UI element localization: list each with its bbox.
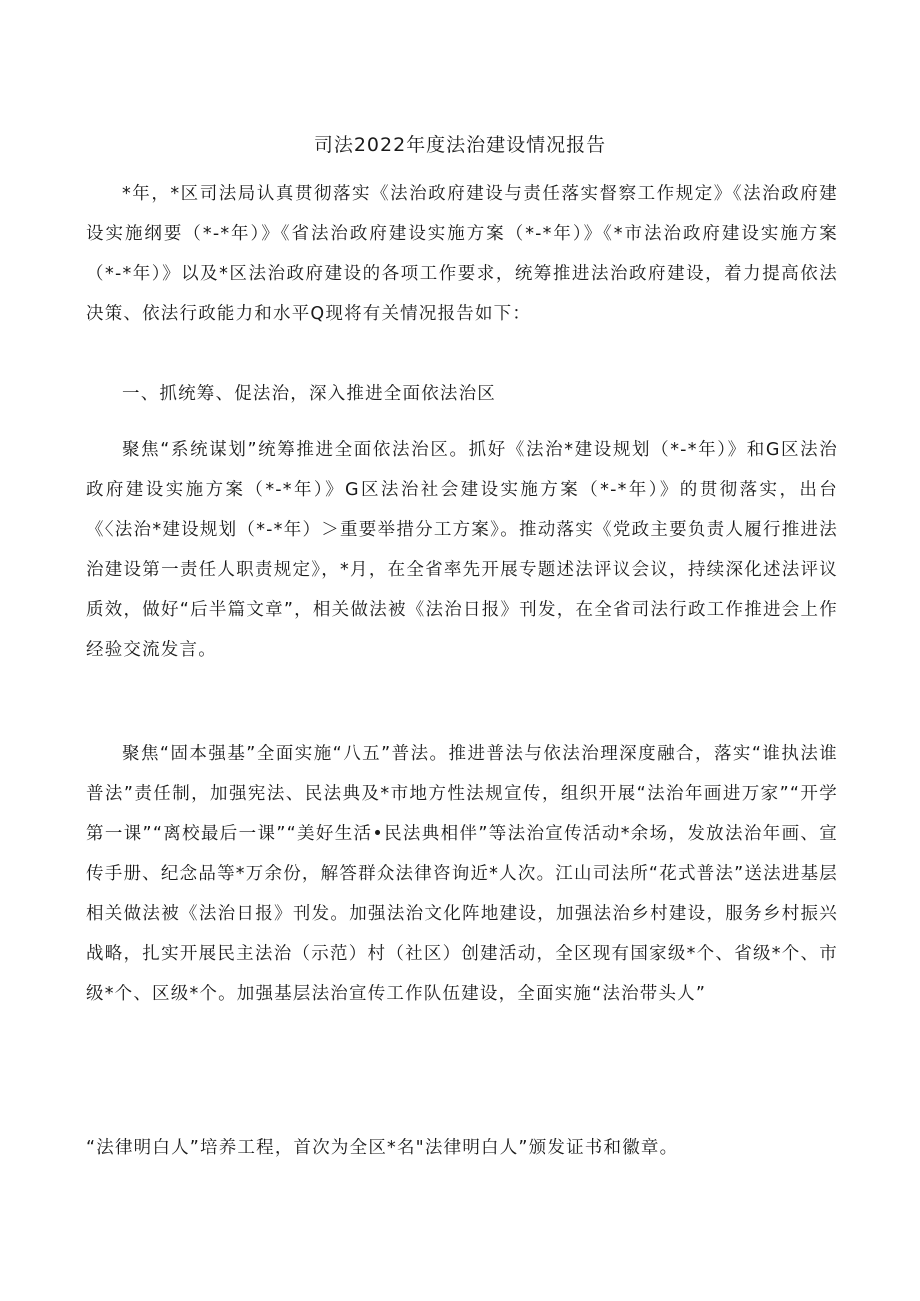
section-heading: 一、抓统筹、促法治，深入推进全面依法治区 (122, 384, 496, 404)
body-paragraph: 聚焦“系统谋划”统筹推进全面依法治区。抓好《法治*建设规划（*-*年）》和G区法治政府建设实施方案（*-*年）》G区法治社会建设实施方案（*-*年）》的贯彻落实，出台《〈法治*建设规划（*-*年）＞重要举措分工方案》。推动落实《党政主要负责人履行推进法治建设第一责任人职责规定》，*月，在全省率先开展专题述法评议会议，持续深化述法评议质效，做好“后半篇文章”，相关做法被《法治日报》刊发，在全省司法行政工作推进会上作经验交流发言。 (86, 440, 838, 660)
body-paragraph: 聚焦“固本强基”全面实施“八五”普法。推进普法与依法治理深度融合，落实“谁执法谁普法”责任制，加强宪法、民法典及*市地方性法规宣传，组织开展“法治年画进万家”“开学第一课”“离校最后一课”“美好生活•民法典相伴”等法治宣传活动*余场，发放法治年画、宣传手册、纪念品等*万余份，解答群众法律咨询近*人次。江山司法所“花式普法”送法进基层相关做法被《法治日报》刊发。加强法治文化阵地建设，加强法治乡村建设，服务乡村振兴战略，扎实开展民主法治（示范）村（社区）创建活动，全区现有国家级*个、省级*个、市级*个、区级*个。加强基层法治宣传工作队伍建设，全面实施“法治带头人” (86, 744, 838, 1004)
body-paragraph: “法律明白人”培养工程，首次为全区*名"法律明白人”颁发证书和徽章。 (86, 1138, 679, 1158)
intro-paragraph: *年，*区司法局认真贯彻落实《法治政府建设与责任落实督察工作规定》《法治政府建设实施纲要（*-*年）》《省法治政府建设实施方案（*-*年）》《*市法治政府建设实施方案（*-*年）》以及*区法治政府建设的各项工作要求，统筹推进法治政府建设，着力提高依法决策、依法行政能力和水平Q现将有关情况报告如下： (86, 184, 838, 324)
document-title: 司法2022年度法治建设情况报告 (313, 134, 607, 156)
